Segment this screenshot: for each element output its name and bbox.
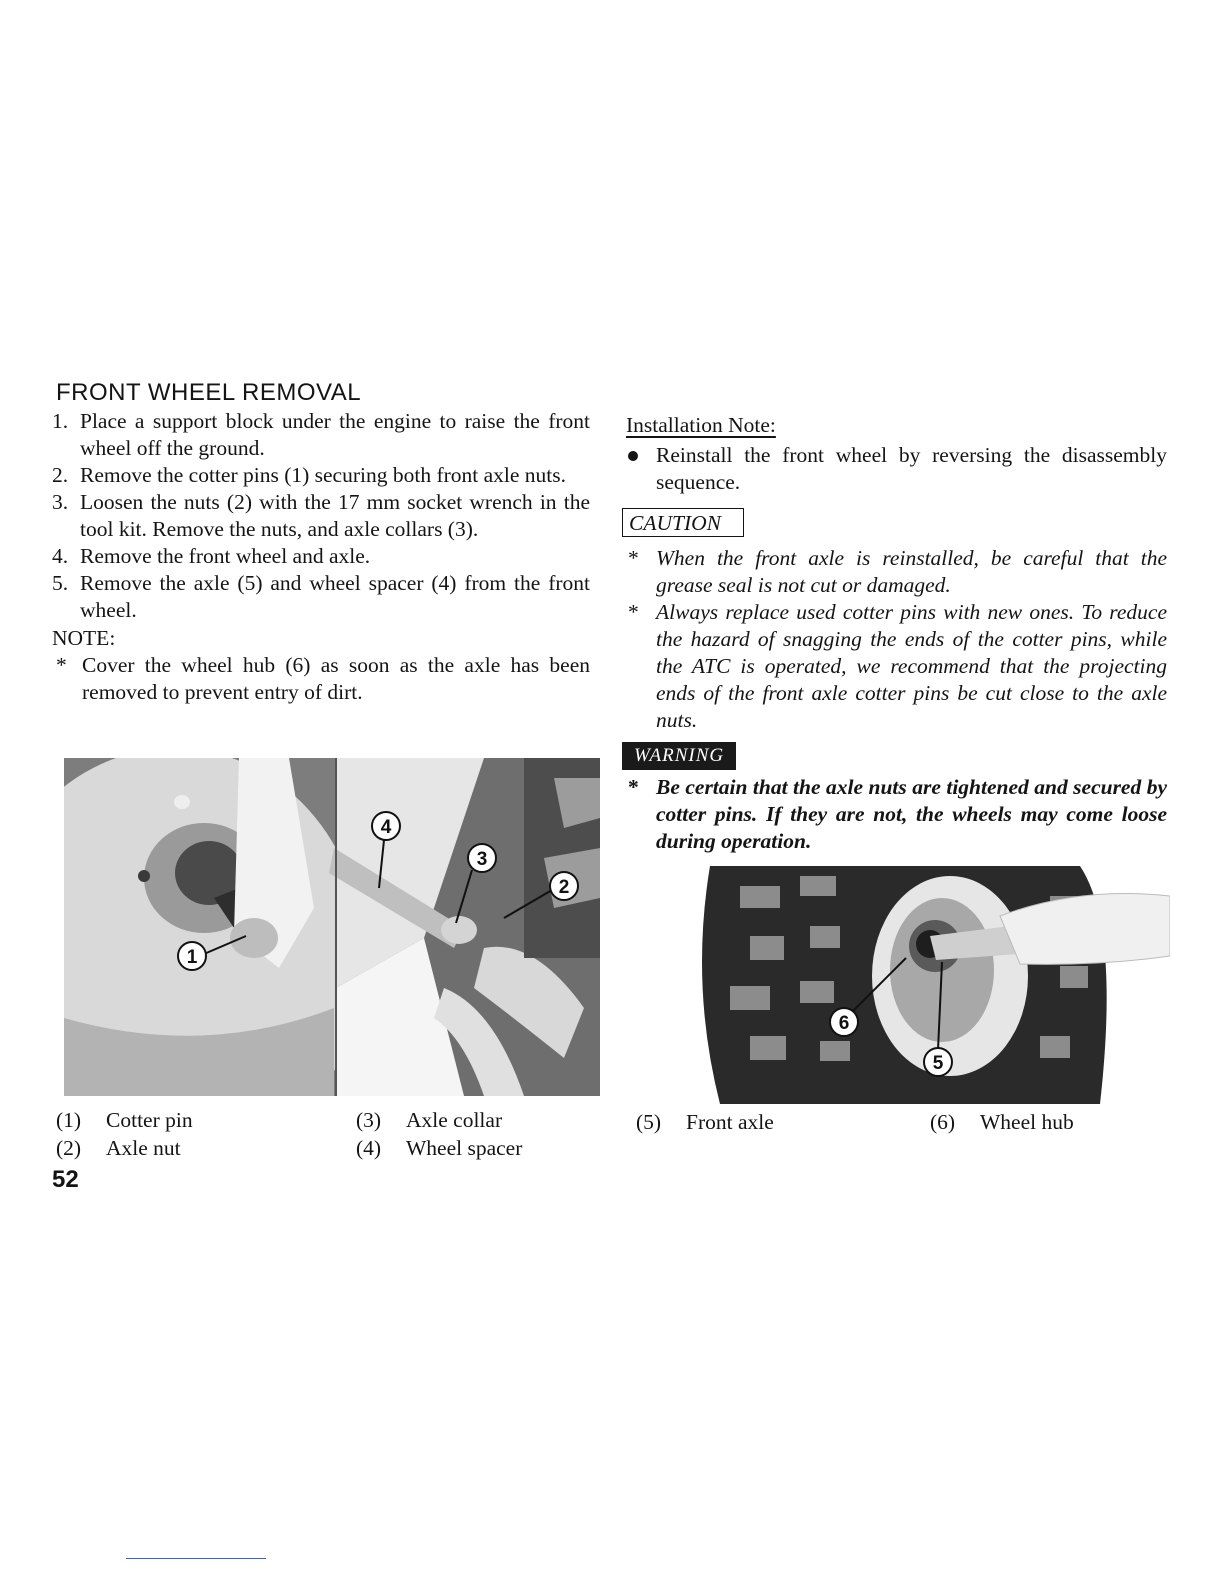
step-item — [52, 570, 590, 624]
note-item — [52, 652, 590, 706]
step-number: 4. — [52, 544, 69, 568]
asterisk: * — [628, 546, 639, 570]
caption-item — [930, 1108, 1074, 1136]
caption-item — [636, 1108, 774, 1136]
caption-number: (1) — [56, 1108, 82, 1132]
step-number: 1. — [52, 409, 69, 433]
warning-item — [622, 774, 1167, 855]
caption-number: (6) — [930, 1110, 956, 1134]
note-label: NOTE: — [52, 626, 116, 650]
caption-text: Wheel spacer — [406, 1136, 523, 1160]
wheel-hub-photo — [680, 866, 1170, 1104]
step-text: Place a support block under the engine to raise the front wheel off the ground. — [80, 409, 590, 460]
left-column — [52, 378, 590, 706]
step-item — [52, 489, 590, 543]
right-column — [622, 412, 1167, 855]
step-number: 3. — [52, 490, 69, 514]
step-text: Remove the axle (5) and wheel spacer (4) from the front wheel. — [80, 571, 590, 622]
warning-label: WARNING — [622, 742, 736, 770]
asterisk: * — [628, 775, 639, 799]
removal-steps — [52, 408, 590, 624]
footer-rule — [126, 1558, 266, 1559]
wheel-hub-illustration — [680, 866, 1170, 1104]
caution-label: CAUTION — [622, 508, 744, 537]
wheel-removal-illustration — [64, 758, 600, 1096]
step-text: Remove the cotter pins (1) securing both front axle nuts. — [80, 463, 567, 487]
caption-item — [56, 1134, 181, 1162]
step-text: Remove the front wheel and axle. — [80, 544, 371, 568]
step-item — [52, 462, 590, 489]
callout-label: 4 — [380, 817, 392, 838]
callout-label: 2 — [558, 877, 570, 898]
section-heading: FRONT WHEEL REMOVAL — [56, 379, 362, 406]
caution-text: When the front axle is reinstalled, be careful that the grease seal is not cut or damaged. — [656, 546, 1167, 597]
caption-number: (4) — [356, 1136, 382, 1160]
callout-label: 6 — [838, 1013, 850, 1034]
caption-item — [56, 1106, 193, 1134]
caption-number: (3) — [356, 1108, 382, 1132]
step-number: 2. — [52, 463, 69, 487]
caption-item — [356, 1134, 522, 1162]
step-number: 5. — [52, 571, 69, 595]
step-text: Loosen the nuts (2) with the 17 mm socket wrench in the tool kit. Remove the nuts, and axle collars (3). — [80, 490, 590, 541]
installation-bullet — [622, 442, 1167, 496]
wheel-removal-photo — [64, 758, 600, 1096]
caption-number: (5) — [636, 1110, 662, 1134]
callout-label: 5 — [932, 1053, 944, 1074]
bullet-dot — [628, 451, 638, 461]
caution-item — [622, 599, 1167, 734]
step-item — [52, 543, 590, 570]
callout-label: 3 — [476, 849, 488, 870]
note-text: Cover the wheel hub (6) as soon as the axle has been removed to prevent entry of dirt. — [82, 653, 590, 704]
caption-text: Axle collar — [406, 1108, 503, 1132]
warning-text: Be certain that the axle nuts are tightened and secured by cotter pins. If they are not, the wheels may come loose during operation. — [656, 775, 1167, 853]
callout-label: 1 — [186, 947, 198, 968]
caption-number: (2) — [56, 1136, 82, 1160]
step-item — [52, 408, 590, 462]
caution-text: Always replace used cotter pins with new ones. To reduce the hazard of snagging the ends of the cotter pins, while the ATC is operated, we recommend that the projecting ends of the front axle cotter pins be cut close to the axle nuts. — [656, 600, 1167, 732]
caption-text: Front axle — [686, 1110, 774, 1134]
caution-item — [622, 545, 1167, 599]
caption-text: Axle nut — [106, 1136, 181, 1160]
caption-item — [356, 1106, 502, 1134]
asterisk: * — [628, 600, 639, 624]
caption-text: Cotter pin — [106, 1108, 193, 1132]
page-number: 52 — [52, 1166, 79, 1193]
installation-text: Reinstall the front wheel by reversing the disassembly sequence. — [656, 443, 1167, 494]
caption-text: Wheel hub — [980, 1110, 1074, 1134]
installation-note-title: Installation Note: — [626, 413, 776, 437]
asterisk: * — [56, 653, 67, 677]
